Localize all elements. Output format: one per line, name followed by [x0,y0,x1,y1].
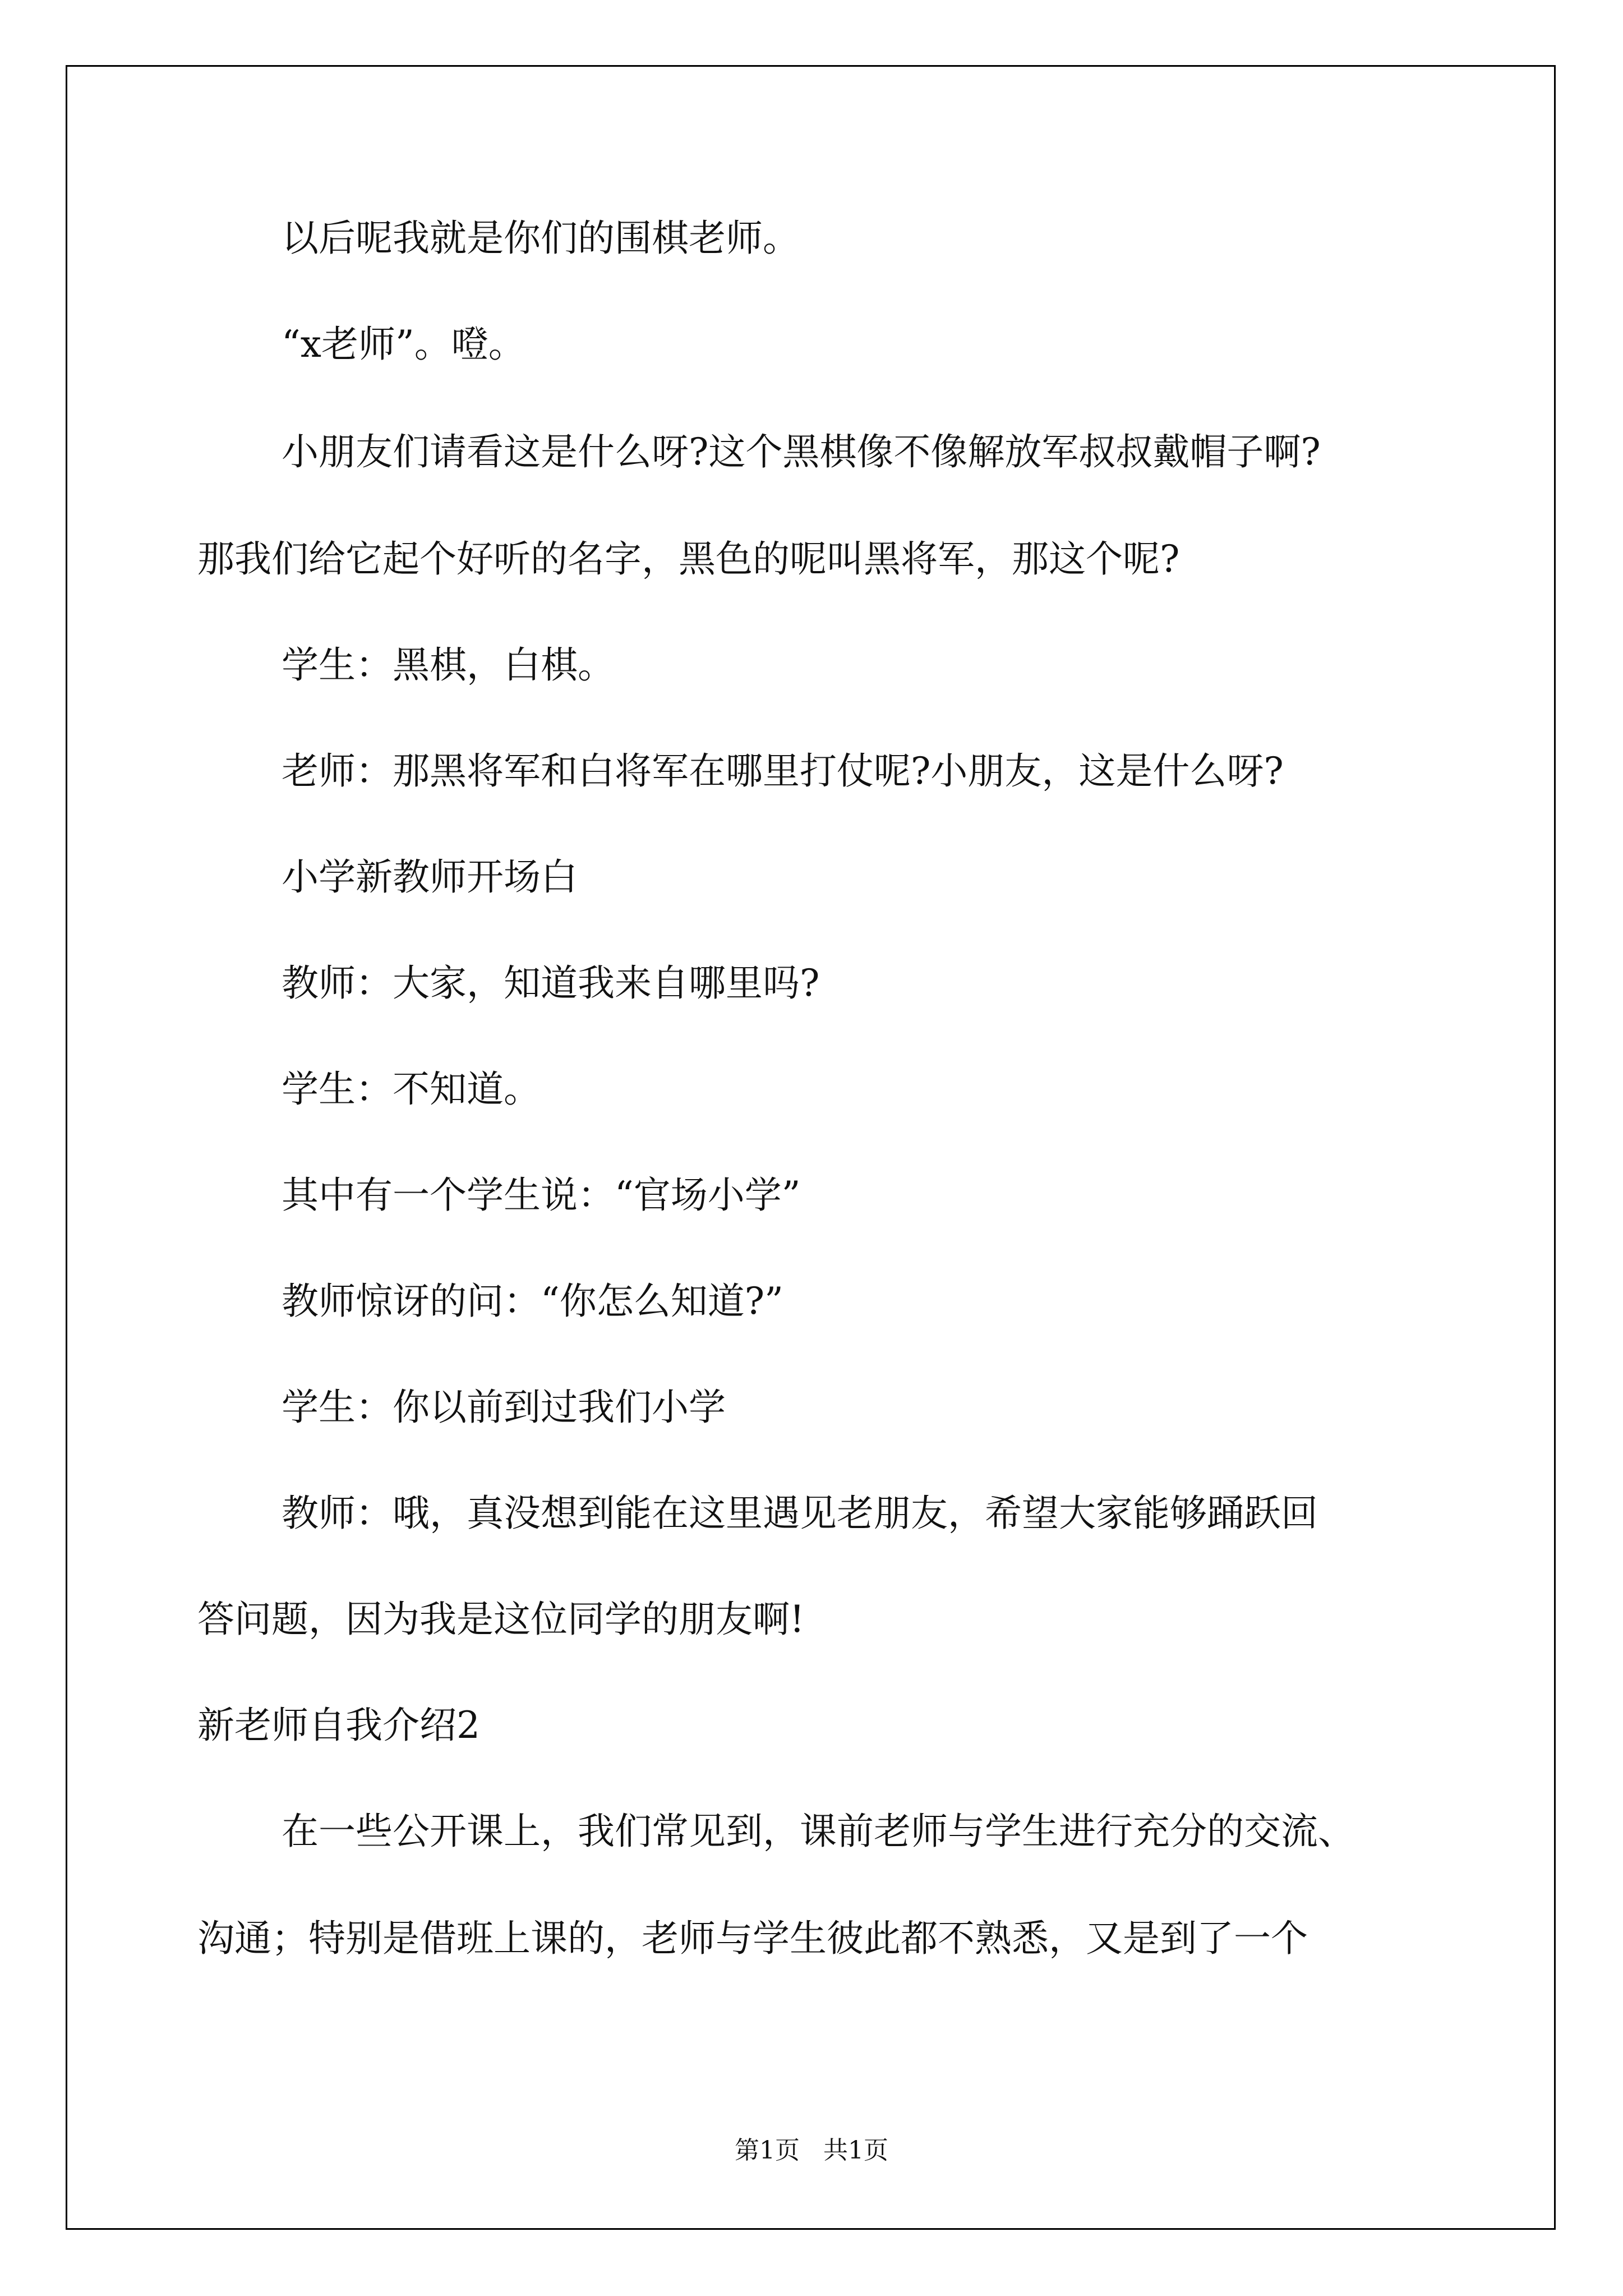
section-heading: 新老师自我介绍2 [197,1704,480,1747]
paragraph-line: 学生：黑棋，白棋。 [282,643,615,687]
paragraph-line: 老师：那黑将军和白将军在哪里打仗呢?小朋友，这是什么呀? [282,749,1284,793]
paragraph-line: 学生：不知道。 [282,1068,541,1111]
page-footer: 第1页 共1页 [735,2136,888,2165]
paragraph-line: 在一些公开课上，我们常见到，课前老师与学生进行充分的交流、 [282,1810,1355,1853]
paragraph-line: 其中有一个学生说：“官场小学” [282,1174,801,1217]
paragraph-line: 学生：你以前到过我们小学 [282,1386,726,1429]
page-border [66,65,1556,2230]
paragraph-line: 那我们给它起个好听的名字，黑色的呢叫黑将军，那这个呢? [197,537,1180,581]
paragraph-line: 教师：哦，真没想到能在这里遇见老朋友，希望大家能够踊跃回 [282,1492,1318,1535]
paragraph-line: 以后呢我就是你们的围棋老师。 [282,217,800,260]
paragraph-line: 教师：大家，知道我来自哪里吗? [282,961,820,1005]
paragraph-line: 教师惊讶的问：“你怎么知道?” [282,1280,783,1323]
paragraph-line: 答问题，因为我是这位同学的朋友啊! [197,1598,805,1641]
paragraph-line: 小学新教师开场白 [282,855,578,899]
paragraph-line: 小朋友们请看这是什么呀?这个黑棋像不像解放军叔叔戴帽子啊? [282,430,1321,473]
paragraph-line: “x老师”。噔。 [282,323,525,366]
paragraph-line: 沟通；特别是借班上课的，老师与学生彼此都不熟悉，又是到了一个 [197,1917,1308,1960]
